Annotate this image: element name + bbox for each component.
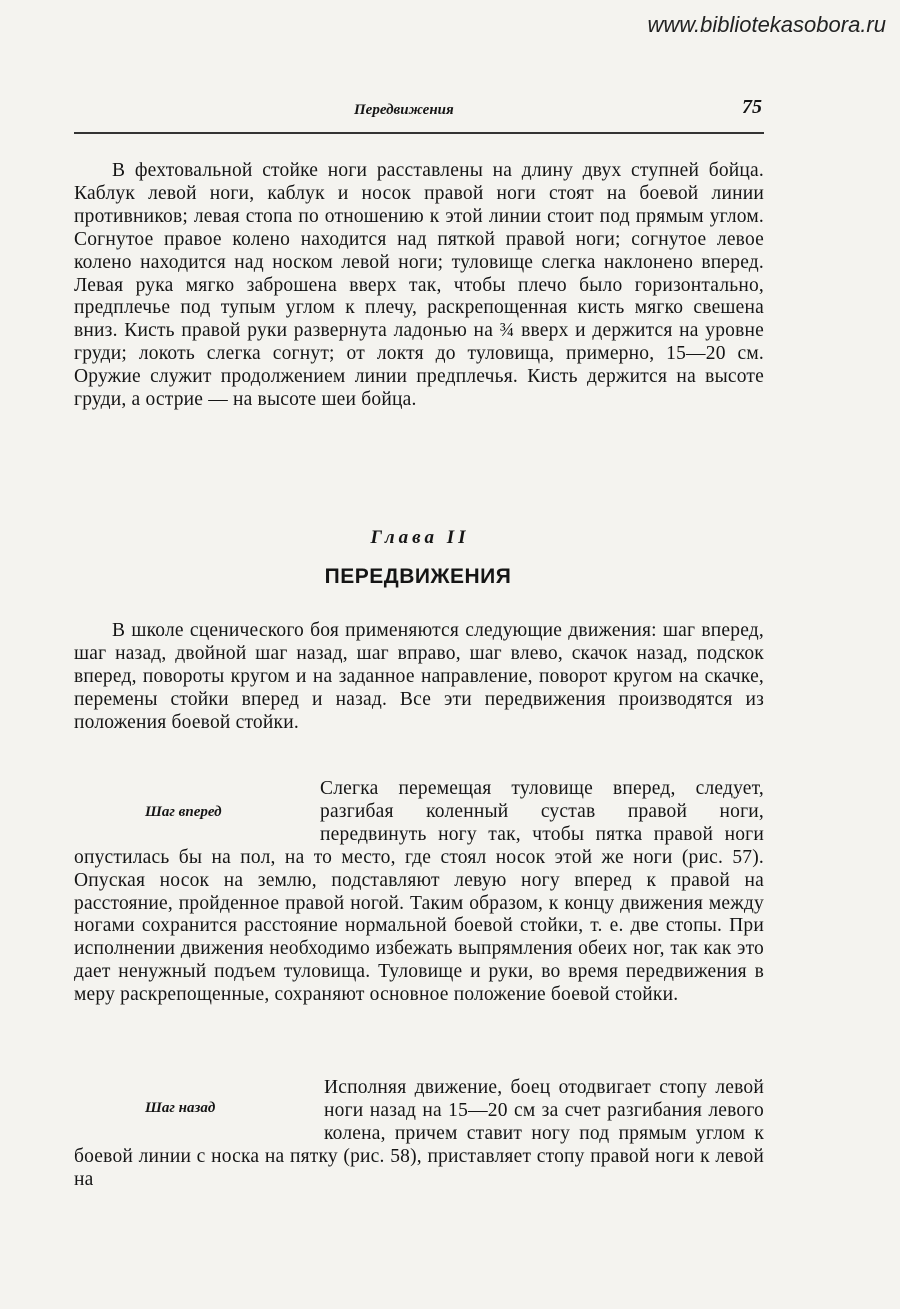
chapter-intro-paragraph: В школе сценического боя применяются следующие движения: шаг вперед, шаг назад, двойной шаг назад, шаг вправо, шаг влево, скачок назад, подскок вперед, повороты кругом и на заданное направление, поворот кругом на скачке, перемены стойки вперед и назад. Все эти передвижения производятся из положения боевой стойки. xyxy=(74,620,764,733)
side-label-step-forward: Шаг вперед xyxy=(145,804,222,820)
margin-gap xyxy=(74,1077,314,1145)
margin-gap xyxy=(74,778,310,846)
side-label-step-back: Шаг назад xyxy=(145,1100,216,1116)
chapter-title: ПЕРЕДВИЖЕНИЯ xyxy=(324,565,512,588)
step-back-paragraph xyxy=(74,1077,764,1192)
running-title: Передвижения xyxy=(354,102,454,118)
intro-paragraph: В фехтовальной стойке ноги расставлены на длину двух ступней бойца. Каблук левой ноги, каблук и носок правой ноги стоят на боевой линии противников; левая стопа по отношению к этой линии стоит под прямым углом. Согнутое правое колено находится над пяткой правой ноги; согнутое левое колено находится над носком левой ноги; туловище слегка наклонено вперед. Левая рука мягко заброшена вверх так, чтобы плечо было горизонтально, предплечье под тупым углом к плечу, раскрепощенная кисть мягко свешена вниз. Кисть правой руки развернута ладонью на ¾ вверх и держится на уровне груди; локоть слегка согнут; от локтя до туловища, примерно, 15—20 см. Оружие служит продолжением линии предплечья. Кисть держится на высоте груди, а острие — на высоте шеи бойца. xyxy=(74,160,764,411)
page-number: 75 xyxy=(742,96,762,118)
running-header xyxy=(74,92,764,134)
watermark-url: www.bibliotekasobora.ru xyxy=(647,12,886,37)
step-forward-paragraph xyxy=(74,778,764,1007)
step-forward-text: Слегка перемещая туловище вперед, следует, разгибая коленный сустав правой ноги, передвинуть ногу так, чтобы пятка правой ноги опустилась бы на пол, на то место, где стоял носок этой же ноги (рис. 57). Опуская носок на землю, подставляют левую ногу вперед к правой на расстояние, пройденное правой ногой. Таким образом, к концу движения между ногами сохранится расстояние нормальной боевой стойки, т. е. две стопы. При исполнении движения необходимо избежать выпрямления обеих ног, так как это дает ненужный подъем туловища. Туловище и руки, во время передвижения в меру раскрепощенные, сохраняют основное положение боевой стойки. xyxy=(74,778,764,1006)
chapter-label: Глава II xyxy=(370,527,470,548)
step-back-text: Исполняя движение, боец отодвигает стопу левой ноги назад на 15—20 см за счет разгибания левого колена, причем ставит ногу под прямым углом к боевой линии с носка на пятку (рис. 58), приставляет стопу правой ноги к левой на xyxy=(74,1077,764,1190)
